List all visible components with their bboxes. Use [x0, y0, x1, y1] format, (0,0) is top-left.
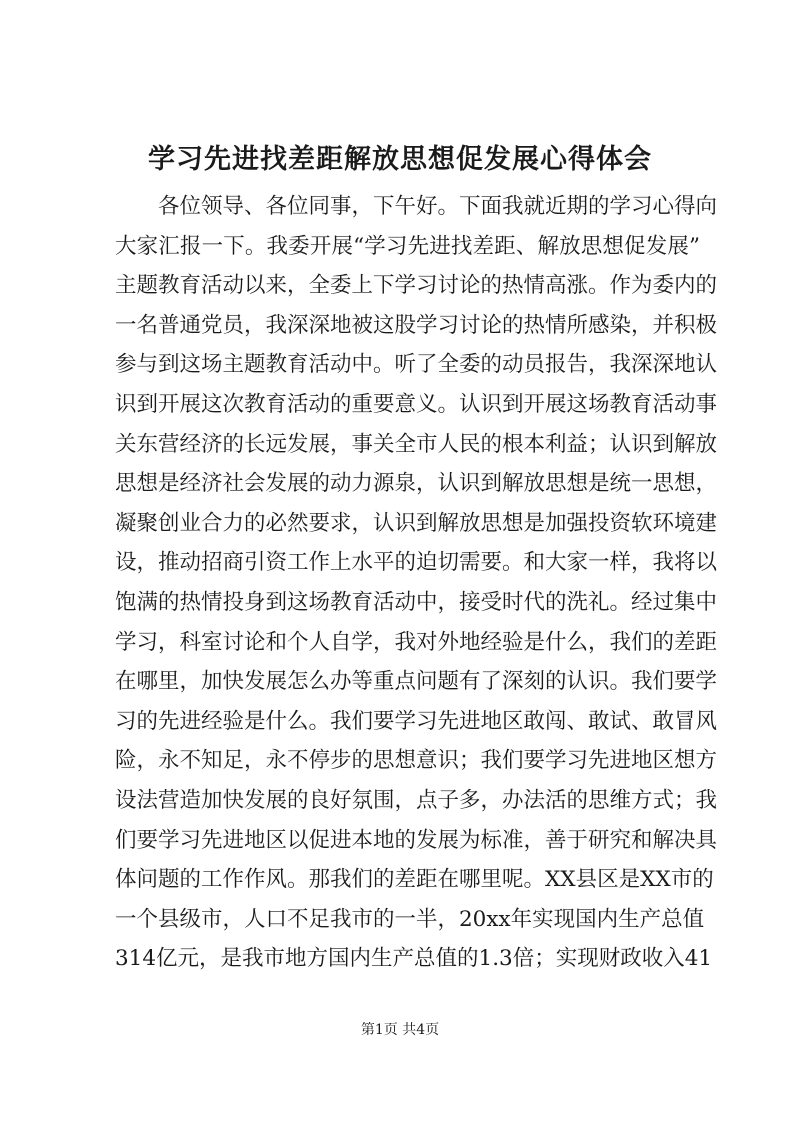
document-body [115, 187, 718, 979]
body-line: 识到开展这次教育活动的重要意义。认识到开展这场教育活动事 [115, 391, 718, 417]
body-line: 设法营造加快发展的良好氛围，点子多，办法活的思维方式；我 [115, 787, 718, 813]
body-line: 在哪里，加快发展怎么办等重点问题有了深刻的认识。我们要学 [115, 669, 718, 695]
body-line: 主题教育活动以来，全委上下学习讨论的热情高涨。作为委内的 [115, 273, 718, 299]
body-line: 习的先进经验是什么。我们要学习先进地区敢闯、敢试、敢冒风 [115, 708, 718, 734]
body-line: 饱满的热情投身到这场教育活动中，接受时代的洗礼。经过集中 [115, 589, 718, 615]
body-line: 学习，科室讨论和个人自学，我对外地经验是什么，我们的差距 [115, 629, 718, 655]
page-number: 第1页 共4页 [360, 1022, 440, 1038]
body-line: 大家汇报一下。我委开展“学习先进找差距、解放思想促发展” [115, 233, 700, 259]
body-line: 险，永不知足，永不停步的思想意识；我们要学习先进地区想方 [115, 748, 718, 774]
body-line: 关东营经济的长远发展，事关全市人民的根本利益；认识到解放 [115, 431, 718, 457]
body-line: 体问题的工作作风。那我们的差距在哪里呢。XX县区是XX市的 [115, 867, 714, 893]
body-line: 参与到这场主题教育活动中。听了全委的动员报告，我深深地认 [115, 352, 718, 378]
body-line: 314亿元，是我市地方国内生产总值的1.3倍；实现财政收入41 [115, 946, 713, 972]
body-line: 凝聚创业合力的必然要求，认识到解放思想是加强投资软环境建 [115, 510, 718, 536]
body-line: 各位领导、各位同事，下午好。下面我就近期的学习心得向 [158, 194, 718, 219]
body-line: 们要学习先进地区以促进本地的发展为标准，善于研究和解决具 [115, 827, 718, 853]
document-title: 学习先进找差距解放思想促发展心得体会 [148, 144, 652, 175]
body-line: 一名普通党员，我深深地被这股学习讨论的热情所感染，并积极 [115, 312, 718, 338]
body-line: 一个县级市，人口不足我市的一半，20xx年实现国内生产总值 [115, 906, 705, 932]
body-line: 思想是经济社会发展的动力源泉，认识到解放思想是统一思想， [115, 471, 718, 497]
body-line: 设，推动招商引资工作上水平的迫切需要。和大家一样，我将以 [115, 550, 718, 576]
